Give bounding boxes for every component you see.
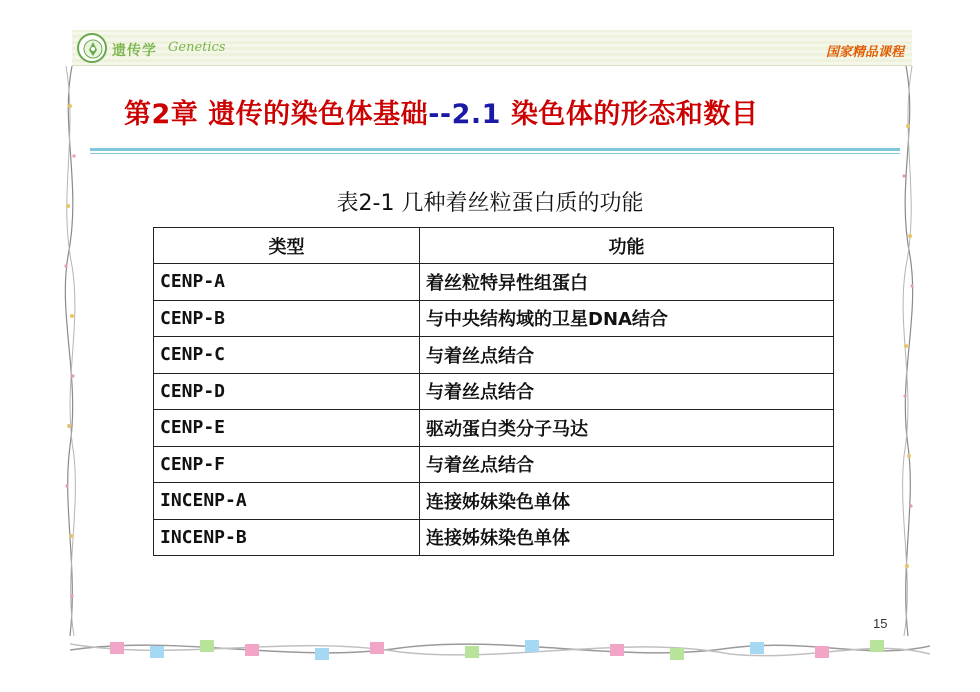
slide-title [124,92,758,131]
table-row [154,519,834,556]
page-number: 15 [873,616,888,631]
title-divider [90,148,900,151]
cell-function: 与着丝点结合 [420,446,834,483]
cell-function: 着丝粒特异性组蛋白 [420,264,834,301]
logo-text: 遗传学 [112,43,157,59]
logo-script: Genetics [168,40,226,55]
title-chapter: 第2章 遗传的染色体基础 [124,99,429,130]
table-row [154,373,834,410]
cell-type: CENP-A [154,264,420,301]
title-section-number: --2.1 [428,99,511,130]
title-section-name: 染色体的形态和数目 [510,99,759,130]
table-row [154,264,834,301]
centromere-protein-table [153,227,834,556]
table-row [154,483,834,520]
cell-function: 与着丝点结合 [420,373,834,410]
cell-function: 连接姊妹染色单体 [420,483,834,520]
header-type: 类型 [154,228,420,264]
table-row [154,337,834,374]
table-caption: 表2-1 几种着丝粒蛋白质的功能 [336,191,644,216]
course-label: 国家精品课程 [825,45,904,60]
dna-strip-decoration [70,632,930,666]
title-divider-thin [90,153,900,154]
cell-function: 与着丝点结合 [420,337,834,374]
header-function: 功能 [420,228,834,264]
cell-function: 连接姊妹染色单体 [420,519,834,556]
cell-type: CENP-F [154,446,420,483]
cell-type: INCENP-B [154,519,420,556]
left-vine-decoration [58,66,82,636]
cell-function: 与中央结构域的卫星DNA结合 [420,300,834,337]
right-vine-decoration [896,66,920,636]
cell-type: CENP-D [154,373,420,410]
table-row [154,446,834,483]
cell-type: INCENP-A [154,483,420,520]
table-row [154,410,834,447]
cell-type: CENP-B [154,300,420,337]
cell-type: CENP-C [154,337,420,374]
cell-function: 驱动蛋白类分子马达 [420,410,834,447]
cell-type: CENP-E [154,410,420,447]
table-row [154,300,834,337]
logo-icon [77,33,107,63]
table-header-row [154,228,834,264]
